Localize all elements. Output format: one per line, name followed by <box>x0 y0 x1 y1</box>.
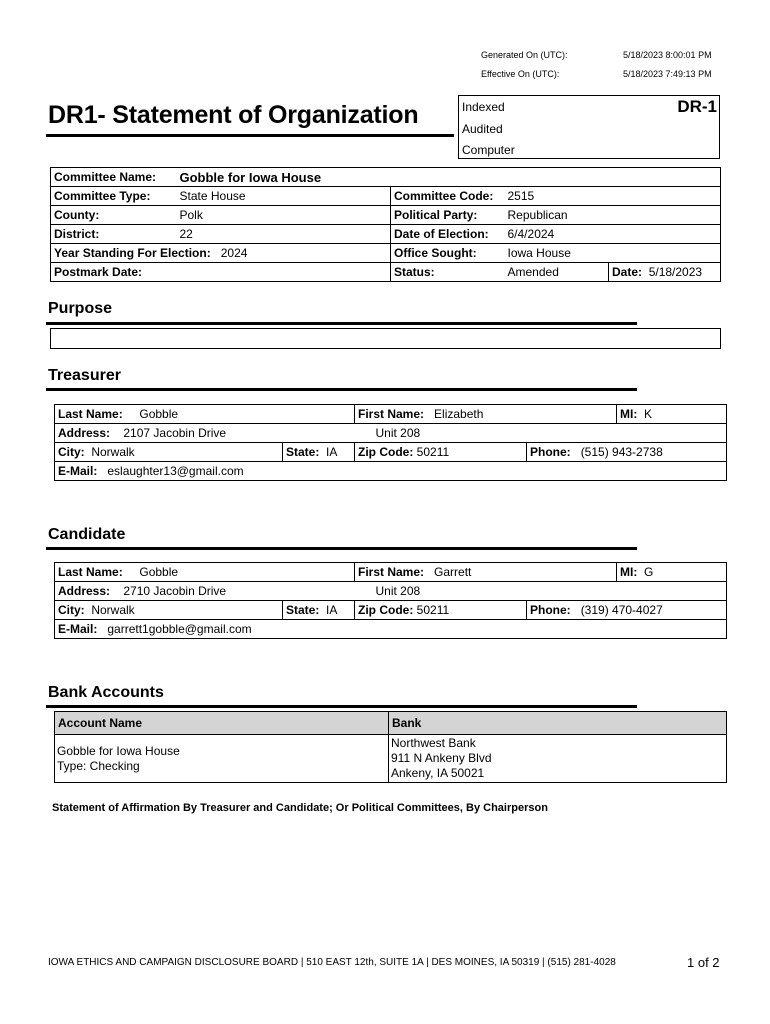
treasurer-first-name-cell <box>355 405 617 424</box>
account-type-value: Type: Checking <box>57 758 140 773</box>
bank-accounts-heading: Bank Accounts <box>48 684 164 701</box>
candidate-state-cell <box>283 601 355 620</box>
candidate-zip-value: 50211 <box>416 603 450 617</box>
candidate-email-value: garrett1gobble@gmail.com <box>107 622 252 636</box>
candidate-first-name-cell <box>355 563 617 582</box>
candidate-address2-value: Unit 208 <box>373 582 727 601</box>
treasurer-address-label: Address: <box>58 426 111 440</box>
purpose-rule <box>46 322 637 325</box>
committee-type-label: Committee Type: <box>51 187 177 206</box>
candidate-address-cell <box>55 582 355 601</box>
treasurer-state-label: State: <box>286 445 320 459</box>
candidate-last-name-cell <box>55 563 355 582</box>
bank-street-value: 911 N Ankeny Blvd <box>391 751 492 765</box>
county-value: Polk <box>177 206 391 225</box>
political-party-label: Political Party: <box>391 206 505 225</box>
candidate-mi-label: MI: <box>620 565 638 579</box>
indexed-label: Indexed <box>462 100 505 114</box>
treasurer-heading: Treasurer <box>48 367 121 384</box>
candidate-state-value: IA <box>326 603 338 617</box>
treasurer-email-cell <box>55 462 727 481</box>
treasurer-zip-cell <box>355 443 527 462</box>
treasurer-mi-label: MI: <box>620 407 638 421</box>
bank-accounts-table <box>54 711 727 783</box>
year-standing-cell <box>51 244 391 263</box>
purpose-heading: Purpose <box>48 300 113 317</box>
treasurer-last-name-value: Gobble <box>139 407 179 421</box>
election-date-label: Date of Election: <box>391 225 505 244</box>
status-date-value: 5/18/2023 <box>648 265 703 279</box>
postmark-date-value <box>177 263 391 282</box>
treasurer-table <box>54 404 727 481</box>
treasurer-city-label: City: <box>58 445 85 459</box>
office-sought-label: Office Sought: <box>391 244 505 263</box>
year-standing-label: Year Standing For Election: <box>54 246 211 260</box>
candidate-heading: Candidate <box>48 526 126 543</box>
candidate-mi-cell <box>617 563 727 582</box>
candidate-zip-cell <box>355 601 527 620</box>
office-use-box <box>458 95 720 159</box>
treasurer-email-label: E-Mail: <box>58 464 98 478</box>
county-label: County: <box>51 206 177 225</box>
bank-name-value: Northwest Bank <box>391 736 476 750</box>
bank-city-value: Ankeny, IA 50021 <box>391 766 485 780</box>
account-name-value: Gobble for Iowa House <box>57 743 180 758</box>
treasurer-city-value: Norwalk <box>91 445 135 459</box>
table-row <box>55 735 727 783</box>
status-value: Amended <box>505 263 609 282</box>
generated-on-value: 5/18/2023 8:00:01 PM <box>623 50 712 60</box>
audited-label: Audited <box>462 122 503 136</box>
candidate-city-value: Norwalk <box>91 603 135 617</box>
office-sought-value: Iowa House <box>505 244 721 263</box>
treasurer-mi-cell <box>617 405 727 424</box>
candidate-last-name-label: Last Name: <box>58 565 123 579</box>
treasurer-state-cell <box>283 443 355 462</box>
candidate-email-label: E-Mail: <box>58 622 98 636</box>
status-date-label: Date: <box>612 265 643 279</box>
candidate-first-name-label: First Name: <box>358 565 425 579</box>
bank-header: Bank <box>389 712 727 735</box>
election-date-value: 6/4/2024 <box>505 225 721 244</box>
political-party-value: Republican <box>505 206 721 225</box>
treasurer-last-name-cell <box>55 405 355 424</box>
treasurer-phone-label: Phone: <box>530 445 571 459</box>
candidate-mi-value: G <box>644 565 654 579</box>
treasurer-phone-cell <box>527 443 727 462</box>
effective-on-value: 5/18/2023 7:49:13 PM <box>623 69 712 79</box>
candidate-email-cell <box>55 620 727 639</box>
treasurer-address-spacer <box>355 424 373 443</box>
candidate-city-label: City: <box>58 603 85 617</box>
form-code: DR-1 <box>677 97 717 116</box>
treasurer-zip-label: Zip Code: <box>358 445 414 459</box>
purpose-box <box>50 328 721 349</box>
committee-table <box>50 167 721 282</box>
title-underline <box>46 134 454 137</box>
bank-accounts-rule <box>46 705 637 708</box>
treasurer-first-name-label: First Name: <box>358 407 425 421</box>
footer-agency: IOWA ETHICS AND CAMPAIGN DISCLOSURE BOARD | 510 EAST 12th, SUITE 1A | DES MOINES, IA 50319 | (515) 281-4028 <box>48 957 616 968</box>
committee-type-value: State House <box>177 187 391 206</box>
candidate-address-spacer <box>355 582 373 601</box>
treasurer-mi-value: K <box>644 407 653 421</box>
candidate-city-cell <box>55 601 283 620</box>
treasurer-phone-value: (515) 943-2738 <box>580 445 663 459</box>
treasurer-first-name-value: Elizabeth <box>434 407 484 421</box>
committee-name-value: Gobble for Iowa House <box>177 168 721 187</box>
status-label: Status: <box>391 263 505 282</box>
district-label: District: <box>51 225 177 244</box>
treasurer-rule <box>46 388 637 391</box>
candidate-phone-cell <box>527 601 727 620</box>
effective-on-label: Effective On (UTC): <box>481 69 560 79</box>
page-title: DR1- Statement of Organization <box>48 101 419 129</box>
candidate-phone-label: Phone: <box>530 603 571 617</box>
status-date-cell <box>609 263 721 282</box>
bank-cell <box>389 735 727 783</box>
computer-label: Computer <box>462 143 515 157</box>
candidate-state-label: State: <box>286 603 320 617</box>
committee-code-label: Committee Code: <box>391 187 505 206</box>
district-value: 22 <box>177 225 391 244</box>
treasurer-city-cell <box>55 443 283 462</box>
treasurer-email-value: eslaughter13@gmail.com <box>107 464 244 478</box>
candidate-table <box>54 562 727 639</box>
committee-code-value: 2515 <box>505 187 721 206</box>
candidate-first-name-value: Garrett <box>434 565 472 579</box>
treasurer-address-value: 2107 Jacobin Drive <box>123 426 227 440</box>
page-number: 1 of 2 <box>687 955 720 970</box>
generated-on-label: Generated On (UTC): <box>481 50 568 60</box>
treasurer-zip-value: 50211 <box>416 445 450 459</box>
treasurer-address2-value: Unit 208 <box>373 424 727 443</box>
affirmation-statement: Statement of Affirmation By Treasurer and Candidate; Or Political Committees, By Chairperson <box>52 802 548 814</box>
account-cell <box>55 735 389 783</box>
treasurer-state-value: IA <box>326 445 338 459</box>
candidate-zip-label: Zip Code: <box>358 603 414 617</box>
candidate-last-name-value: Gobble <box>139 565 179 579</box>
committee-name-label: Committee Name: <box>51 168 177 187</box>
account-name-header: Account Name <box>55 712 389 735</box>
candidate-address-label: Address: <box>58 584 111 598</box>
candidate-address-value: 2710 Jacobin Drive <box>123 584 227 598</box>
treasurer-last-name-label: Last Name: <box>58 407 123 421</box>
candidate-rule <box>46 547 637 550</box>
postmark-date-label: Postmark Date: <box>51 263 177 282</box>
treasurer-address-cell <box>55 424 355 443</box>
candidate-phone-value: (319) 470-4027 <box>580 603 663 617</box>
year-standing-value: 2024 <box>220 246 248 260</box>
